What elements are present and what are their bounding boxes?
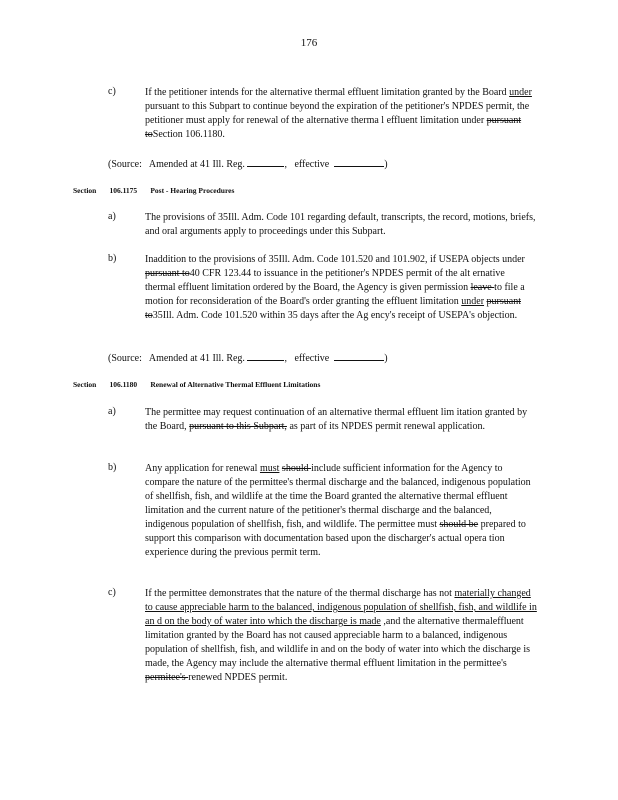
paragraph-text: The permittee may request continuation of an alternative thermal effluent lim itation granted by the Board, pursuant to this Subpart, as part of its NPDES permit renewal application. xyxy=(145,407,528,432)
paragraph-text: Any application for renewal must should include sufficient information for the Agency to compare the nature of the permittee's thermal discharge and the balanced, indigenous population of shellfish, fish, and wildlife at the time the Board granted the alternative thermal effluent limitation and the current nature of the petitioner's thermal discharge and the balanced, indigenous population of shellfish, fish, and wildlife. The permittee must should be prepared to support this comparison with documentation based upon the discharger's actual opera tion experience during the previous permit term. xyxy=(145,463,531,558)
paragraph-text: If the permittee demonstrates that the nature of the thermal discharge has not materially changed to cause appreciable harm to the balanced, indigenous population of shellfish, fish, and wildlife in an d on the body of water into which the discharge is made ,and the alternative thermaleffluent limitation granted by the Board has not caused appreciable harm to a balanced, indigenous population of shellfish, fish, and wildlife in and on the body of water into which the discharge is made, the Agency may include the alternative thermal effluent limitation in the permittee's permitee's renewed NPDES permit. xyxy=(145,588,537,683)
paragraph-text: If the petitioner intends for the alternative thermal effluent limitation granted by the Board under pursuant to this Subpart to continue beyond the expiration of the petitioner's NPDES permit, the petitioner must apply for renewal of the alternative therma l effluent limitation under pursuant toSection 106.1180. xyxy=(145,87,532,140)
section-heading: Section 106.1180 Renewal of Alternative Thermal Effluent Limitations xyxy=(73,380,321,389)
paragraph-text: Inaddition to the provisions of 35Ill. Adm. Code 101.520 and 101.902, if USEPA objects under pursuant to40 CFR 123.44 to issuance in the petitioner's NPDES permit of the alt ernative thermal effluent limitation ordered by the Board, the Agency is given permission leave to file a motion for reconsideration of the Board's order granting the effluent limitation under pursuant to35Ill. Adm. Code 101.520 within 35 days after the Ag ency's receipt of USEPA's objection. xyxy=(145,254,525,321)
paragraph-label: b) xyxy=(108,253,117,264)
page-number: 176 xyxy=(300,37,318,49)
source-note: (Source: Amended at 41 Ill. Reg. , effective ) xyxy=(108,353,388,364)
paragraph-text: The provisions of 35Ill. Adm. Code 101 regarding default, transcripts, the record, motions, briefs, and oral arguments apply to proceedings under this Subpart. xyxy=(145,212,536,237)
paragraph-label: a) xyxy=(108,406,116,417)
paragraph-label: a) xyxy=(108,211,116,222)
paragraph-label: c) xyxy=(108,587,116,598)
section-heading: Section 106.1175 Post - Hearing Procedures xyxy=(73,186,235,195)
source-note: (Source: Amended at 41 Ill. Reg. , effective ) xyxy=(108,159,388,170)
paragraph-label: c) xyxy=(108,86,116,97)
paragraph-label: b) xyxy=(108,462,117,473)
